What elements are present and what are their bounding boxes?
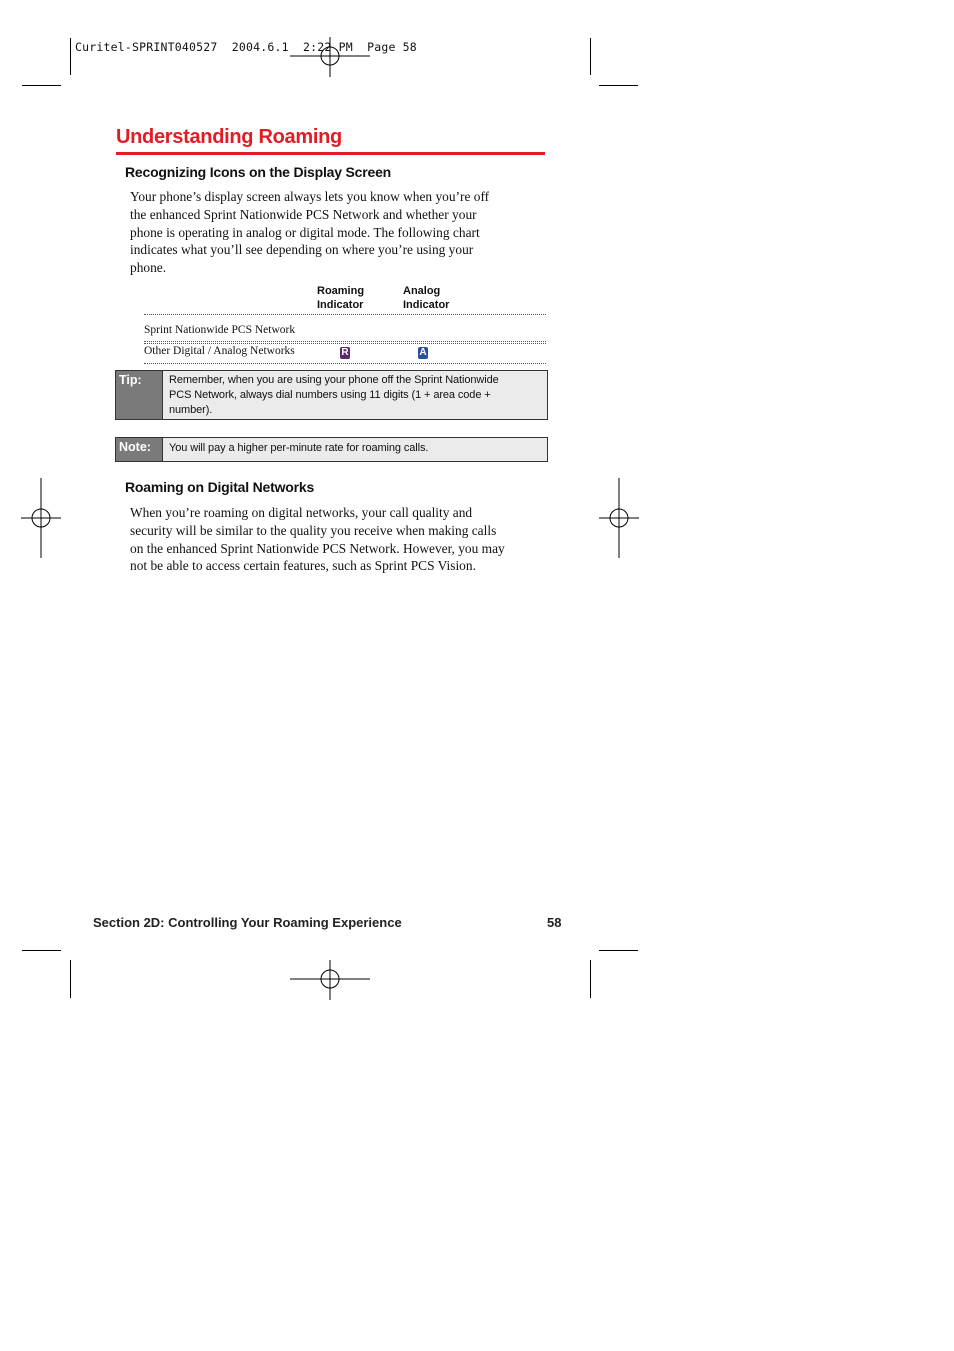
print-slug: Curitel-SPRINT040527 2004.6.1 2:22 PM Page 58 [75,40,417,54]
table-row-label: Other Digital / Analog Networks [144,345,295,357]
column-header-line: Analog [403,285,441,297]
column-header-line: Indicator [403,299,450,311]
text-line: the enhanced Sprint Nationwide PCS Network and whether your [130,206,477,222]
column-header-roaming [317,284,364,312]
text-line: security will be similar to the quality you receive when making calls [130,522,497,538]
note-label: Note: [116,438,163,461]
registration-mark-right [599,478,639,558]
tip-callout [115,370,548,420]
footer-section-title: Section 2D: Controlling Your Roaming Experience [93,915,402,930]
text-line: on the enhanced Sprint Nationwide PCS Network. However, you may [130,540,505,556]
table-rule [144,341,546,342]
tip-text [163,371,547,419]
note-callout [115,437,548,462]
text-line: phone is operating in analog or digital mode. The following chart [130,224,480,240]
section-body-icons [130,188,550,277]
page-number: 58 [547,915,562,930]
table-row-label: Sprint Nationwide PCS Network [144,324,296,336]
analog-a-icon: A [419,347,427,358]
column-header-analog [403,284,449,312]
text-line: When you’re roaming on digital networks, your call quality and [130,505,473,520]
text-line: PCS Network, always dial numbers using 11 digits (1 + area code + [169,389,491,401]
text-line: not be able to access certain features, such as Sprint PCS Vision. [130,558,476,574]
text-line: number). [169,404,213,416]
note-text: You will pay a higher per-minute rate for roaming calls. [169,442,429,454]
text-line: Your phone’s display screen always lets you know when you’re off [130,189,490,204]
text-line: indicates what you’ll see depending on where you’re using your [130,242,474,258]
tip-label: Tip: [116,371,163,419]
page-title: Understanding Roaming [116,126,342,148]
roaming-r-icon: R [341,347,349,358]
text-line: phone. [130,260,167,276]
section-heading-digital: Roaming on Digital Networks [125,479,315,495]
section-heading-icons: Recognizing Icons on the Display Screen [125,164,392,180]
table-rule [144,343,546,344]
text-line: Remember, when you are using your phone off the Sprint Nationwide [169,374,499,386]
section-body-digital [130,504,550,575]
table-rule [144,363,546,364]
column-header-line: Roaming [317,285,365,297]
registration-mark-left [21,478,61,558]
registration-mark-bottom [290,960,370,1000]
column-header-line: Indicator [317,299,364,311]
table-rule [144,314,546,315]
title-underline [116,152,545,155]
